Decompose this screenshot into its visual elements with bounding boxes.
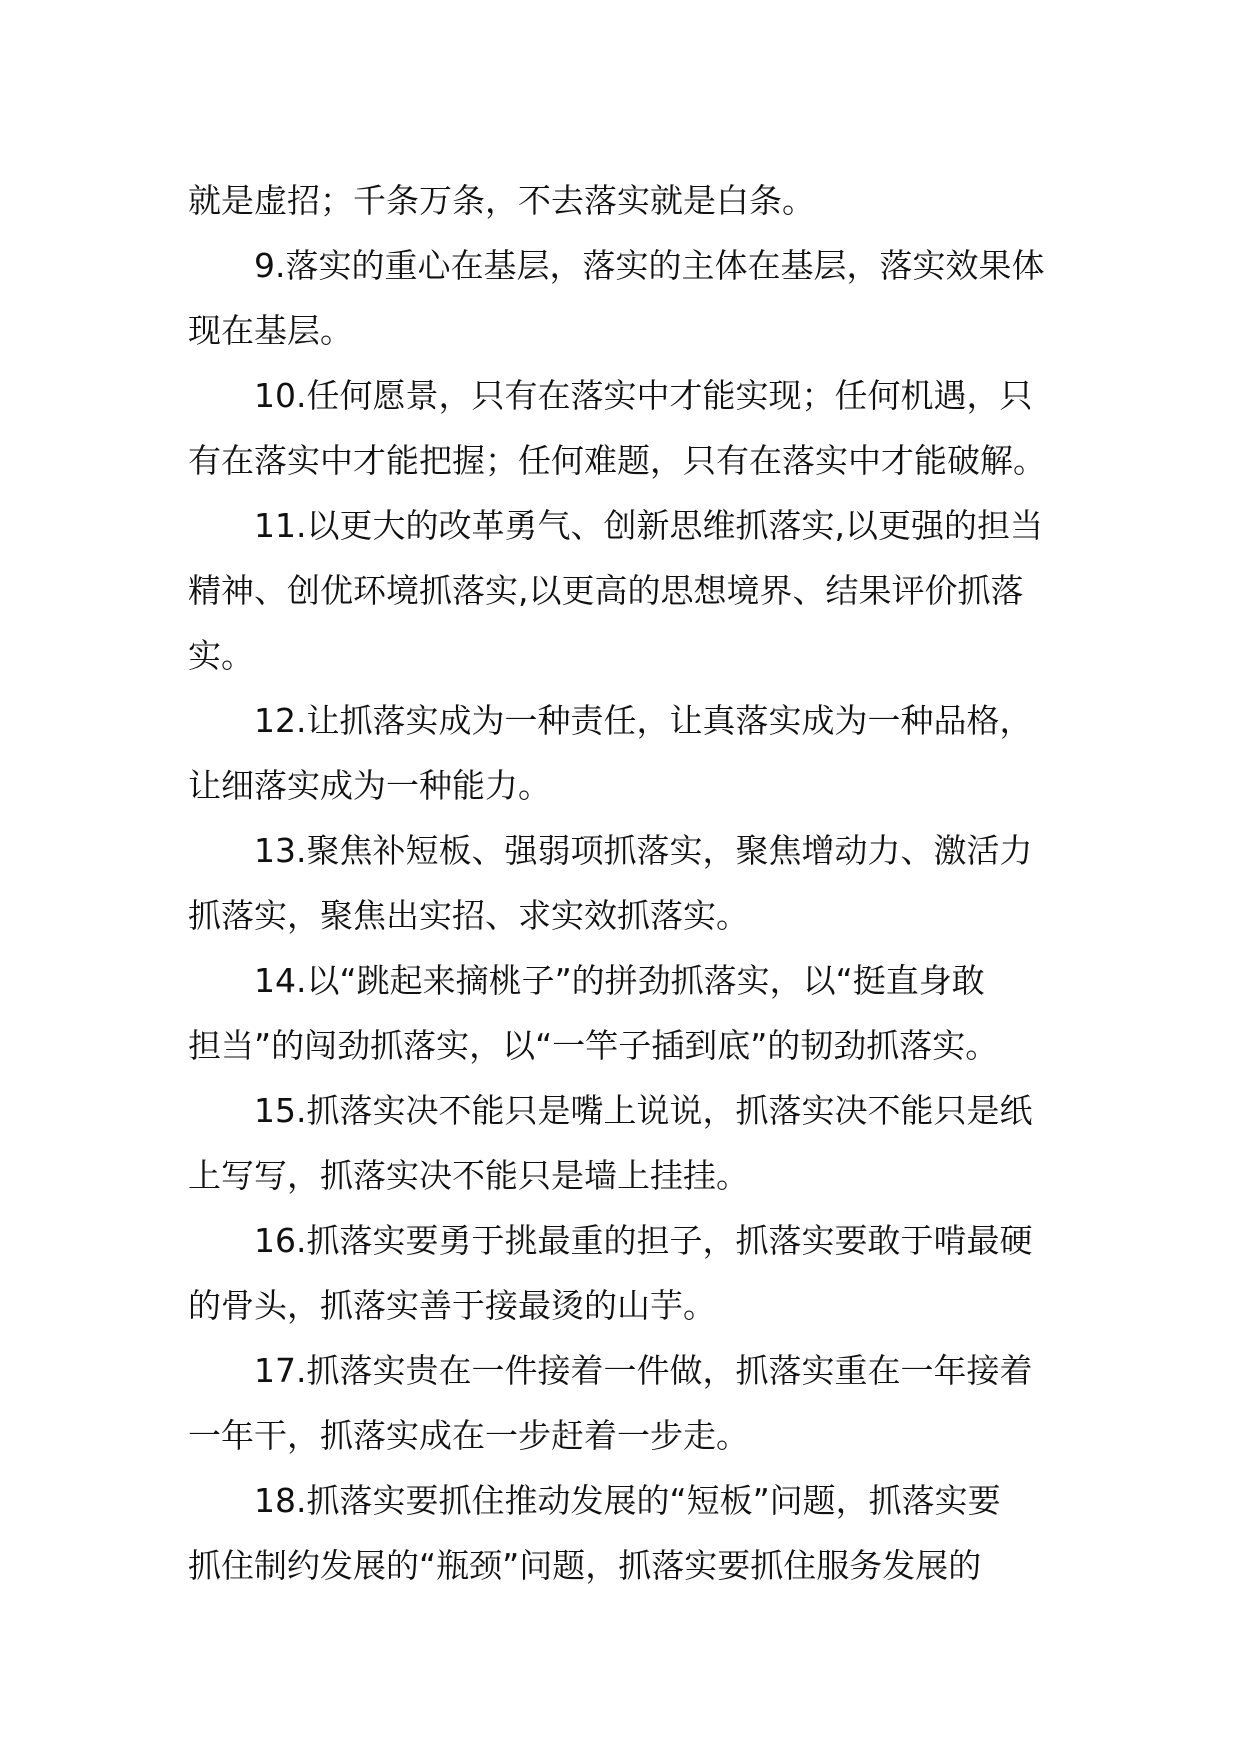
paragraph-15-line-1: 15.抓落实决不能只是嘴上说说，抓落实决不能只是纸 [254, 1091, 1033, 1130]
paragraph-9-line-1: 9.落实的重心在基层，落实的主体在基层，落实效果体 [254, 246, 1045, 285]
paragraph-13-line-1: 13.聚焦补短板、强弱项抓落实，聚焦增动力、激活力 [254, 831, 1033, 870]
paragraph-17-line-2: 一年干，抓落实成在一步赶着一步走。 [188, 1416, 749, 1455]
paragraph-15-line-2: 上写写，抓落实决不能只是墙上挂挂。 [188, 1156, 749, 1195]
paragraph-13-line-2: 抓落实，聚焦出实招、求实效抓落实。 [188, 896, 749, 935]
paragraph-18-line-1: 18.抓落实要抓住推动发展的“短板”问题，抓落实要 [254, 1481, 1001, 1520]
paragraph-11-line-3: 实。 [188, 636, 254, 675]
paragraph-11-line-2: 精神、创优环境抓落实,以更高的思想境界、结果评价抓落 [188, 571, 1024, 610]
paragraph-9-line-2: 现在基层。 [188, 311, 353, 350]
paragraph-16-line-2: 的骨头，抓落实善于接最烫的山芋。 [188, 1286, 716, 1325]
text-line: 就是虚招；千条万条，不去落实就是白条。 [188, 181, 815, 220]
paragraph-11-line-1: 11.以更大的改革勇气、创新思维抓落实,以更强的担当 [254, 506, 1043, 545]
paragraph-14-line-1: 14.以“跳起来摘桃子”的拼劲抓落实，以“挺直身敢 [254, 961, 985, 1000]
paragraph-18-line-2: 抓住制约发展的“瓶颈”问题，抓落实要抓住服务发展的 [188, 1546, 982, 1585]
paragraph-12-line-2: 让细落实成为一种能力。 [188, 766, 551, 805]
document-body [188, 168, 1060, 1598]
paragraph-16-line-1: 16.抓落实要勇于挑最重的担子，抓落实要敢于啃最硬 [254, 1221, 1033, 1260]
paragraph-12-line-1: 12.让抓落实成为一种责任，让真落实成为一种品格， [254, 701, 1033, 740]
paragraph-17-line-1: 17.抓落实贵在一件接着一件做，抓落实重在一年接着 [254, 1351, 1033, 1390]
paragraph-10-line-1: 10.任何愿景，只有在落实中才能实现；任何机遇，只 [254, 376, 1033, 415]
paragraph-10-line-2: 有在落实中才能把握；任何难题，只有在落实中才能破解。 [188, 441, 1046, 480]
paragraph-14-line-2: 担当”的闯劲抓落实，以“一竿子插到底”的韧劲抓落实。 [188, 1026, 999, 1065]
